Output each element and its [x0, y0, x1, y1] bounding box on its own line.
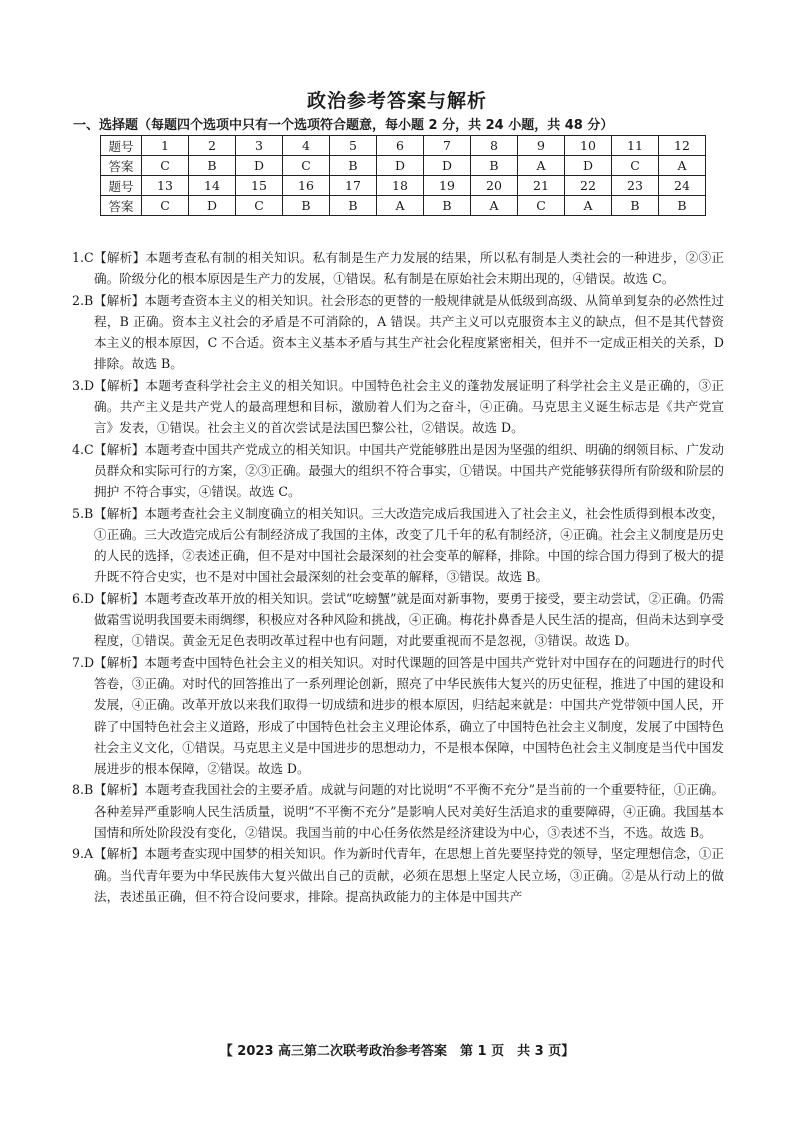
- answer-table-cell: C: [142, 196, 189, 216]
- answer-table-cell: 10: [565, 136, 612, 156]
- answer-table-cell: 23: [612, 176, 659, 196]
- answer-table-row: [101, 196, 706, 216]
- answer-table-cell: 22: [565, 176, 612, 196]
- answer-table-cell: D: [236, 156, 283, 176]
- explanation-text: 【解析】本题考查社会主义制度确立的相关知识。三大改造完成后我国进入了社会主义，社会性质得到根本改变，①正确。三大改造完成后公有制经济成了我国的主体，改变了几千年的私有制经济，④正确。社会主义制度是历史的人民的选择，②表述正确，但不是对中国社会最深刻的社会变革的解释，排除。中国的综合国力得到了极大的提升既不符合史实，也不是对中国社会最深刻的社会变革的解释，③错误。故选 B。: [94, 505, 724, 585]
- answer-table-cell: 6: [377, 136, 424, 156]
- answer-table-cell: B: [659, 196, 706, 216]
- answer-table-cell: 14: [189, 176, 236, 196]
- explanation-number: 2.B: [72, 292, 94, 308]
- explanation-item: [72, 588, 724, 652]
- answer-table-cell: 21: [518, 176, 565, 196]
- explanation-item: [72, 290, 724, 375]
- answer-table-cell: 4: [283, 136, 330, 156]
- page-footer: 【 2023 高三第二次联考政治参考答案 第 1 页 共 3 页】: [219, 1044, 575, 1059]
- answer-table-cell: 24: [659, 176, 706, 196]
- answer-table-row-label: 答案: [101, 196, 142, 216]
- page-title: 政治参考答案与解析: [306, 90, 487, 112]
- explanation-text: 【解析】本题考查私有制的相关知识。私有制是生产力发展的结果，所以私有制是人类社会的一种进步，②③正确。阶级分化的根本原因是生产力的发展，①错误。私有制是在原始社会末期出现的，④错误。故选 C。: [94, 250, 724, 287]
- answer-table: [100, 135, 706, 216]
- answer-table-cell: B: [424, 196, 471, 216]
- answer-table-row-label: 答案: [101, 156, 142, 176]
- answer-table-cell: B: [189, 156, 236, 176]
- explanation-text: 【解析】本题考查实现中国梦的相关知识。作为新时代青年，在思想上首先要坚持党的领导，坚定理想信念，①正确。当代青年要为中华民族伟大复兴做出自己的贡献，必须在思想上坚定人民立场，③正确。②是从行动上的做法，表述虽正确，但不符合设问要求，排除。提高执政能力的主体是中国共产: [94, 846, 724, 904]
- explanation-item: [72, 503, 724, 588]
- answer-table-cell: 12: [659, 136, 706, 156]
- answer-table-cell: 19: [424, 176, 471, 196]
- answer-table-cell: C: [612, 156, 659, 176]
- answer-table-cell: 16: [283, 176, 330, 196]
- answer-table-cell: B: [612, 196, 659, 216]
- explanation-text: 【解析】本题考查中国共产党成立的相关知识。中国共产党能够胜出是因为坚强的组织、明确的纲领目标、广发动员群众和实际可行的方案，②③正确。最强大的组织不符合事实，①错误。中国共产党能够获得所有阶级和阶层的拥护 不符合事实，④错误。故选 C。: [94, 441, 724, 500]
- answer-table-cell: C: [518, 196, 565, 216]
- answer-table-cell: 13: [142, 176, 189, 196]
- answer-table-cell: D: [189, 196, 236, 216]
- explanation-number: 1.C: [72, 250, 94, 265]
- answer-table-cell: C: [142, 156, 189, 176]
- answer-table-cell: 17: [330, 176, 377, 196]
- explanation-item: [72, 779, 724, 843]
- answer-table-cell: D: [565, 156, 612, 176]
- answer-table-cell: B: [330, 156, 377, 176]
- answer-table-cell: A: [659, 156, 706, 176]
- answer-table-row-label: 题号: [101, 176, 142, 196]
- explanation-item: [72, 375, 724, 439]
- explanation-list: [72, 247, 724, 907]
- answer-table-cell: 3: [236, 136, 283, 156]
- answer-table-cell: A: [471, 196, 518, 216]
- explanation-number: 9.A: [72, 846, 94, 862]
- explanation-text: 【解析】本题考查中国特色社会主义的相关知识。对时代课题的回答是中国共产党针对中国存在的问题进行的时代答卷，③正确。对时代的回答推出了一系列理论创新，照亮了中华民族伟大复兴的历史征程，推进了中国的建设和发展，④正确。改革开放以来我们取得一切成绩和进步的根本原因，归结起来就是：中国共产党带领中国人民，开辟了中国特色社会主义道路，形成了中国特色社会主义理论体系，确立了中国特色社会主义制度，发展了中国特色社会主义文化，①错误。马克思主义是中国进步的思想动力，不是根本保障，中国特色社会主义制度是当代中国发展进步的根本保障，②错误。故选 D。: [94, 654, 724, 777]
- answer-table-cell: 7: [424, 136, 471, 156]
- explanation-number: 4.C: [72, 441, 94, 457]
- explanation-text: 【解析】本题考查改革开放的相关知识。尝试“吃螃蟹”就是面对新事物，要勇于接受，要主动尝试，②正确。仍需做霜雪说明我国要未雨绸缪，积极应对各种风险和挑战，④正确。梅花扑鼻香是人民生活的提高，但尚未达到享受程度，①错误。黄金无足色表明改革过程中也有问题，对此要重视而不是忽视，③错误。故选 D。: [94, 590, 724, 649]
- answer-table-cell: 9: [518, 136, 565, 156]
- answer-table-cell: C: [283, 156, 330, 176]
- answer-table-cell: 5: [330, 136, 377, 156]
- answer-table-row: [101, 136, 706, 156]
- explanation-text: 【解析】本题考查我国社会的主要矛盾。成就与问题的对比说明“不平衡不充分”是当前的一个重要特征，①正确。各种差异严重影响人民生活质量，说明“不平衡不充分”是影响人民对美好生活追求的重要障碍，④正确。我国基本国情和所处阶段没有变化，②错误。我国当前的中心任务依然是经济建设为中心，③表述不当，不选。故选 B。: [94, 782, 724, 841]
- answer-table-cell: D: [424, 156, 471, 176]
- answer-table-row: [101, 156, 706, 176]
- explanation-item: [72, 652, 724, 780]
- answer-table-cell: B: [471, 156, 518, 176]
- answer-table-row-label: 题号: [101, 136, 142, 156]
- answer-table-row: [101, 176, 706, 196]
- explanation-number: 5.B: [72, 505, 94, 521]
- explanation-text: 【解析】本题考查科学社会主义的相关知识。中国特色社会主义的蓬勃发展证明了科学社会主义是正确的，③正确。共产主义是共产党人的最高理想和目标，激励着人们为之奋斗，④正确。马克思主义诞生标志是《共产党宣言》发表，①错误。社会主义的首次尝试是法国巴黎公社，②错误。故选 D。: [94, 377, 724, 436]
- explanation-item: [72, 843, 724, 907]
- answer-table-cell: A: [565, 196, 612, 216]
- answer-table-cell: 11: [612, 136, 659, 156]
- explanation-number: 6.D: [72, 590, 95, 606]
- explanation-number: 7.D: [72, 654, 95, 670]
- explanation-number: 8.B: [72, 782, 94, 798]
- answer-table-cell: C: [236, 196, 283, 216]
- explanation-item: [72, 439, 724, 503]
- answer-table-cell: D: [377, 156, 424, 176]
- explanation-item: [72, 247, 724, 290]
- answer-table-cell: 2: [189, 136, 236, 156]
- answer-table-cell: B: [330, 196, 377, 216]
- answer-table-cell: A: [377, 196, 424, 216]
- answer-table-cell: 20: [471, 176, 518, 196]
- answer-table-cell: 1: [142, 136, 189, 156]
- section-heading: 一、选择题（每题四个选项中只有一个选项符合题意，每小题 2 分，共 24 小题，共 48 分）: [73, 118, 614, 133]
- answer-table-cell: 8: [471, 136, 518, 156]
- explanation-text: 【解析】本题考查资本主义的相关知识。社会形态的更替的一般规律就是从低级到高级、从简单到复杂的必然性过程，B 正确。资本主义社会的矛盾是不可消除的，A 错误。共产主义可以克服资本主义的缺点，但不是其代替资本主义的根本原因，C 不合适。资本主义基本矛盾与其生产社会化程度紧密相关，但并不一定成正相关的关系，D 排除。故选 B。: [94, 292, 724, 372]
- answer-table-cell: B: [283, 196, 330, 216]
- explanation-number: 3.D: [72, 377, 95, 393]
- answer-table-cell: A: [518, 156, 565, 176]
- answer-table-cell: 15: [236, 176, 283, 196]
- answer-table-cell: 18: [377, 176, 424, 196]
